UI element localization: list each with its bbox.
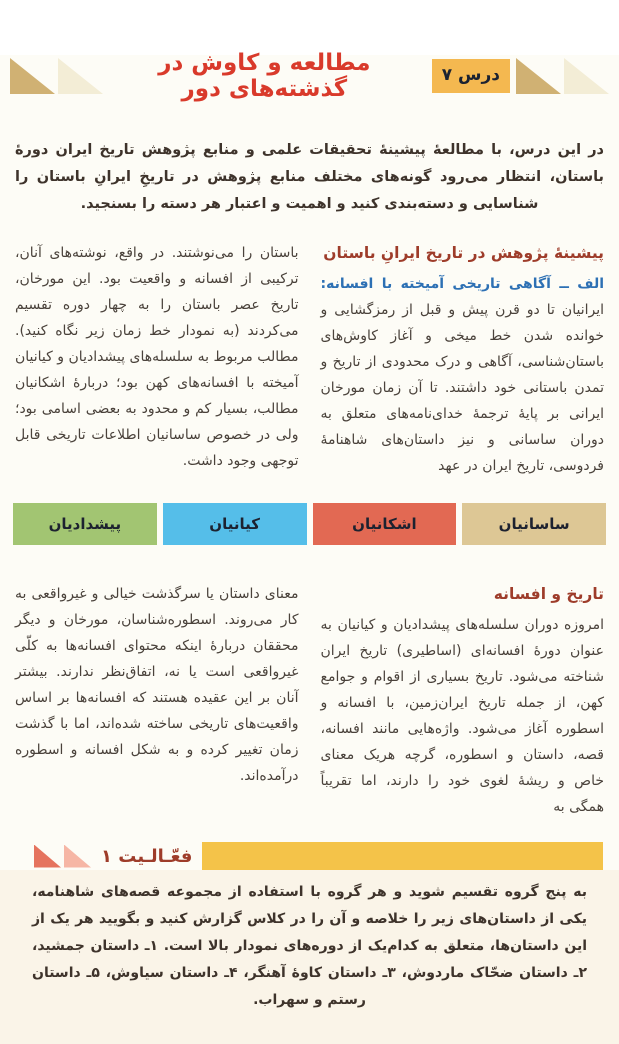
- column-right: [321, 240, 605, 479]
- section-heading: پیشینهٔ پژوهش در تاریخ ایرانِ باستان: [323, 244, 604, 262]
- lesson-header: [10, 50, 609, 102]
- activity-bar: [202, 842, 603, 870]
- activity-header: [34, 842, 603, 870]
- subsection-lead-in: الف ــ آگاهی تاریخی آمیخته با افسانه:: [320, 276, 604, 292]
- header-triangles-left: [10, 58, 103, 94]
- header-triangles-right: [516, 58, 609, 94]
- triangle-icon: [564, 58, 609, 94]
- activity-triangles: [34, 845, 91, 868]
- lesson-objective-paragraph: در این درس، با مطالعهٔ پیشینهٔ تحقیقات علمی و منابع پژوهش تاریخ ایران دورهٔ باستان، انتظار می‌رود گونه‌های مختلف منابع پژوهش در تاریخِ ایرانِ باستان را شناسایی و دسته‌بندی کنید و اهمیت و اعتبار هر دسته را بسنجید.: [15, 142, 604, 212]
- timeline-period-pishdadian: پیشدادیان: [13, 503, 157, 545]
- timeline-chart: [13, 503, 606, 545]
- body-text: ایرانیان تا دو قرن پیش و قبل از رمزگشایی و خوانده شدن خط میخی و آغاز کاوش‌های باستان‌شناسی، آگاهی و درک محدودی از تاریخ و تمدن باستانی خود داشتند. تا آن زمان مورخان ایرانی بر پایهٔ ترجمهٔ خدای‌نامه‌های متعلق به دوران ساسانی و نیز داستان‌های شاهنامهٔ فردوسی، تاریخ ایران در عهد: [320, 302, 604, 474]
- timeline-period-kayanian: کیانیان: [163, 503, 307, 545]
- timeline-period-sasanian: ساسانیان: [462, 503, 606, 545]
- activity-title: فعّـالـیت ۱: [101, 845, 193, 867]
- section-history-and-legend: [15, 581, 604, 820]
- activity-section: [0, 870, 619, 1044]
- body-text: معنای داستان یا سرگذشت خیالی و غیرواقعی به کار می‌روند. اسطوره‌شناسان، مورخان و دیگر محققان دربارهٔ اینکه محتوای افسانه‌ها به کلّی غیرواقعی است یا نه، اتفاق‌نظر ندارند. بیشتر آنان بر این عقیده هستند که افسانه‌ها بر اساس واقعیت‌های تاریخی ساخته شده‌اند، اما با گذشت زمان تغییر کرده و به شکل افسانه و اسطوره درآمده‌اند.: [15, 586, 299, 784]
- triangle-icon: [64, 845, 91, 868]
- triangle-icon: [34, 845, 61, 868]
- triangle-icon: [10, 58, 55, 94]
- section-research-background: [15, 240, 604, 479]
- column-left: [15, 240, 299, 479]
- section-heading: تاریخ و افسانه: [493, 585, 604, 603]
- triangle-icon: [516, 58, 561, 94]
- lesson-number-badge: درس ۷: [432, 59, 510, 93]
- column-left: [15, 581, 299, 820]
- page-title: مطالعه و کاوش در گذشته‌های دور: [158, 50, 371, 102]
- body-text: باستان را می‌نوشتند. در واقع، نوشته‌های آنان، ترکیبی از افسانه و واقعیت بود. این مورخان، تاریخ عصر باستان را به چهار دوره تقسیم می‌کردند (به نمودار خط زمان زیر نگاه کنید). مطالب مربوط به سلسله‌های پیشدادیان و کیانیان آمیخته با افسانه‌های کهن بود؛ دربارهٔ اشکانیان مطالب، بسیار کم و محدود به بعضی اسامی بود؛ ولی در خصوص ساسانیان اطلاعات تاریخی قابل توجهی وجود داشت.: [15, 245, 299, 469]
- triangle-icon: [58, 58, 103, 94]
- textbook-page: [0, 50, 619, 1008]
- body-text: امروزه دوران سلسله‌های پیشدادیان و کیانیان به عنوان دورهٔ افسانه‌ای (اساطیری) تاریخ ایران شناخته می‌شود. تاریخ بسیاری از اقوام و جوامع کهن، از جمله تاریخ ایران‌زمین، با افسانه و اسطوره آغاز می‌شود. واژه‌هایی مانند افسانه، قصه، داستان و اسطوره، گرچه هریک معنای خاص و ریشهٔ لغوی خود را دارند، اما تقریباً همگی به: [320, 617, 604, 815]
- timeline-period-ashkanian: اشکانیان: [313, 503, 457, 545]
- activity-instructions: به پنج گروه تقسیم شوید و هر گروه با استفاده از مجموعه قصه‌های شاهنامه، یکی از داستان‌های زیر را خلاصه و آن را در کلاس گزارش کنید و بگویید هر یک از این داستان‌ها، متعلق به کدام‌یک از دوره‌های نمودار بالا است. ۱ـ داستان جمشید، ۲ـ داستان ضحّاک ماردوش، ۳ـ داستان کاوهٔ آهنگر، ۴ـ داستان سیاوش، ۵ـ داستان رستم و سهراب.: [32, 884, 588, 1008]
- column-right: [321, 581, 605, 820]
